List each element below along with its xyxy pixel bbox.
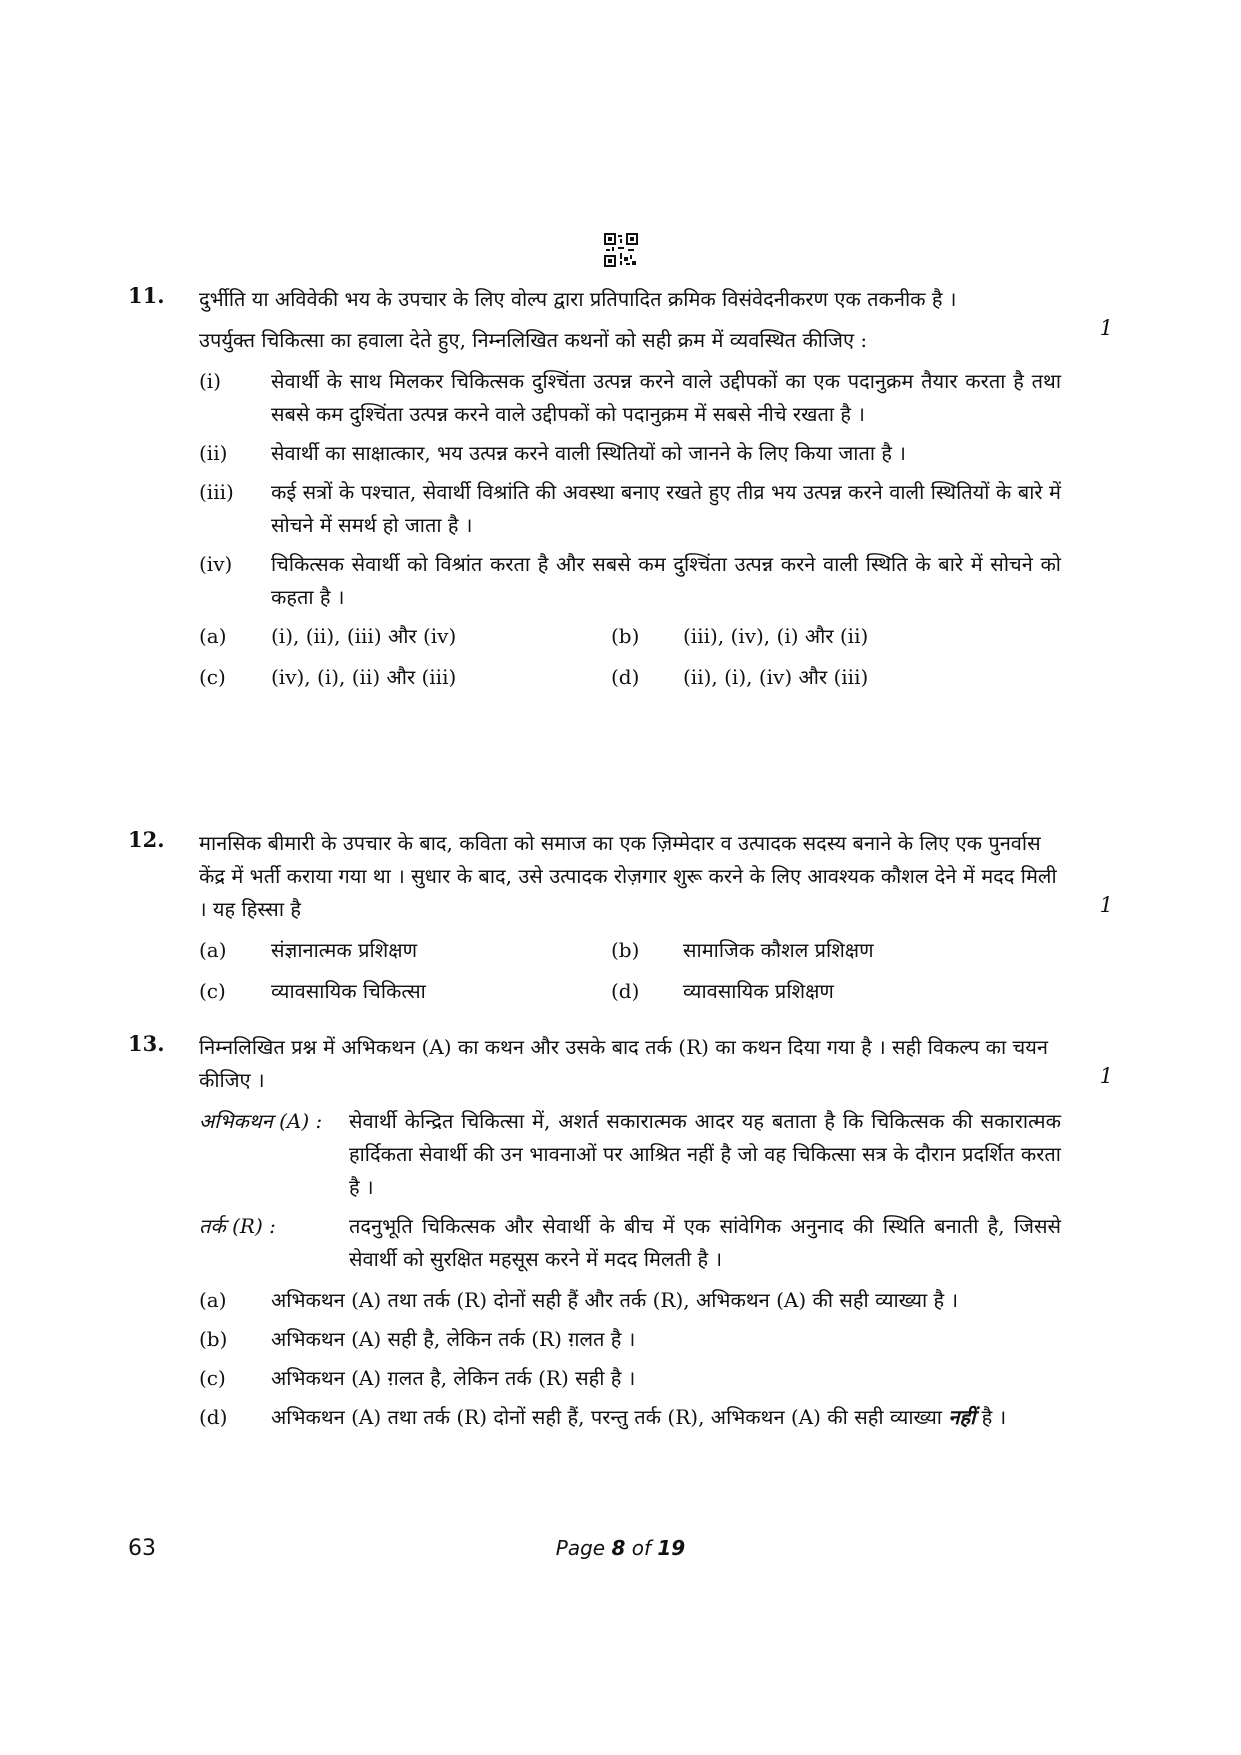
question-text: दुर्भीति या अविवेकी भय के उपचार के लिए वोल्प द्वारा प्रतिपादित क्रमिक विसंवेदनीकरण एक तकनीक है । [199, 287, 957, 311]
qr-code-icon [604, 233, 638, 267]
statement-text: कई सत्रों के पश्चात, सेवार्थी विश्रांति की अवस्था बनाए रखते हुए तीव्र भय उत्पन्न करने वाली स्थितियों के बारे में सोचने में समर्थ हो जाता है । [271, 480, 1061, 537]
question-number: 12. [128, 827, 165, 852]
statement-label: (ii) [199, 441, 228, 465]
reason-text: तदनुभूति चिकित्सक और सेवार्थी के बीच में एक सांवेगिक अनुनाद की स्थिति बनाती है, जिससे सेवार्थी को सुरक्षित महसूस करने में मदद मिलती है । [349, 1214, 1061, 1271]
subject-code: 63 [128, 1536, 156, 1561]
option-text: (iii), (iv), (i) और (ii) [683, 624, 869, 648]
option-label: (c) [199, 1366, 226, 1390]
option-text: अभिकथन (A) तथा तर्क (R) दोनों सही हैं और तर्क (R), अभिकथन (A) की सही व्याख्या है । [271, 1288, 959, 1312]
statement [199, 548, 1061, 614]
question-text: निम्नलिखित प्रश्न में अभिकथन (A) का कथन और उसके बाद तर्क (R) का कथन दिया गया है । सही विकल्प का चयन कीजिए । [199, 1035, 1048, 1092]
question-12 [128, 827, 1113, 1008]
option [199, 1362, 1061, 1395]
marks: 1 [1099, 1064, 1113, 1088]
page-current: 8 [611, 1536, 626, 1560]
options [199, 620, 1061, 694]
page-of: of [631, 1536, 652, 1560]
question-11 [128, 283, 1113, 694]
option-text: संज्ञानात्मक प्रशिक्षण [271, 938, 418, 962]
marks: 1 [1099, 893, 1113, 917]
option-label: (c) [199, 979, 226, 1003]
option-text: (i), (ii), (iii) और (iv) [271, 624, 457, 648]
statement-label: (i) [199, 369, 222, 393]
question-number: 13. [128, 1031, 165, 1056]
page-total: 19 [657, 1536, 686, 1560]
option-text: अभिकथन (A) सही है, लेकिन तर्क (R) ग़लत है । [271, 1327, 636, 1351]
reason [199, 1210, 1061, 1276]
option-label: (b) [611, 624, 640, 648]
options [199, 934, 1061, 1008]
page-indicator [0, 1536, 1241, 1560]
statement-text: चिकित्सक सेवार्थी को विश्रांत करता है और सबसे कम दुश्चिंता उत्पन्न करने वाली स्थिति के बारे में सोचने को कहता है । [271, 552, 1061, 609]
option [199, 1401, 1061, 1434]
option-label: (c) [199, 665, 226, 689]
option [199, 1284, 1061, 1317]
option-label: (d) [199, 1405, 228, 1429]
option-text-post: है । [975, 1405, 1007, 1429]
question-13 [128, 1031, 1113, 1440]
page-word: Page [555, 1536, 606, 1560]
statement [199, 365, 1061, 431]
option-text: व्यावसायिक चिकित्सा [271, 979, 426, 1003]
assertion-text: सेवार्थी केन्द्रित चिकित्सा में, अशर्त सकारात्मक आदर यह बताता है कि चिकित्सक की सकारात्मक हार्दिकता सेवार्थी की उन भावनाओं पर आश्रित नहीं है जो वह चिकित्सा सत्र के दौरान प्रदर्शित करता है । [349, 1109, 1061, 1199]
emphasis-text: नहीं [948, 1405, 976, 1429]
statement-text: सेवार्थी का साक्षात्कार, भय उत्पन्न करने वाली स्थितियों को जानने के लिए किया जाता है । [271, 441, 906, 465]
option [199, 1323, 1061, 1356]
option-text: अभिकथन (A) ग़लत है, लेकिन तर्क (R) सही है । [271, 1366, 636, 1390]
instruction-text: उपर्युक्त चिकित्सा का हवाला देते हुए, निम्नलिखित कथनों को सही क्रम में व्यवस्थित कीजिए : [199, 328, 868, 352]
marks: 1 [1099, 316, 1113, 340]
option-text: व्यावसायिक प्रशिक्षण [683, 979, 834, 1003]
statement-text: सेवार्थी के साथ मिलकर चिकित्सक दुश्चिंता उत्पन्न करने वाले उद्दीपकों का एक पदानुक्रम तैयार करता है तथा सबसे कम दुश्चिंता उत्पन्न करने वाले उद्दीपकों को पदानुक्रम में सबसे नीचे रखता है । [271, 369, 1061, 426]
option-text: (iv), (i), (ii) और (iii) [271, 665, 457, 689]
option-label: (b) [611, 938, 640, 962]
assertion-label: अभिकथन (A) : [199, 1109, 323, 1133]
statement [199, 476, 1061, 542]
option-label: (d) [611, 979, 640, 1003]
option-label: (d) [611, 665, 640, 689]
statement-label: (iii) [199, 480, 234, 504]
option-text: (ii), (i), (iv) और (iii) [683, 665, 869, 689]
question-text: मानसिक बीमारी के उपचार के बाद, कविता को समाज का एक ज़िम्मेदार व उत्पादक सदस्य बनाने के लिए एक पुनर्वास केंद्र में भर्ती कराया गया था । सुधार के बाद, उसे उत्पादक रोज़गार शुरू करने के लिए आवश्यक कौशल देने में मदद मिली । यह हिस्सा है [199, 831, 1057, 921]
assertion [199, 1105, 1061, 1204]
option-text [271, 1401, 1061, 1434]
reason-label: तर्क (R) : [199, 1214, 276, 1238]
option-label: (a) [199, 1288, 227, 1312]
option-text: सामाजिक कौशल प्रशिक्षण [683, 938, 874, 962]
statement-label: (iv) [199, 552, 233, 576]
question-number: 11. [128, 283, 165, 308]
option-label: (b) [199, 1327, 228, 1351]
option-label: (a) [199, 938, 227, 962]
statement [199, 437, 1061, 470]
option-text-pre: अभिकथन (A) तथा तर्क (R) दोनों सही हैं, परन्तु तर्क (R), अभिकथन (A) की सही व्याख्या [271, 1405, 949, 1429]
option-label: (a) [199, 624, 227, 648]
